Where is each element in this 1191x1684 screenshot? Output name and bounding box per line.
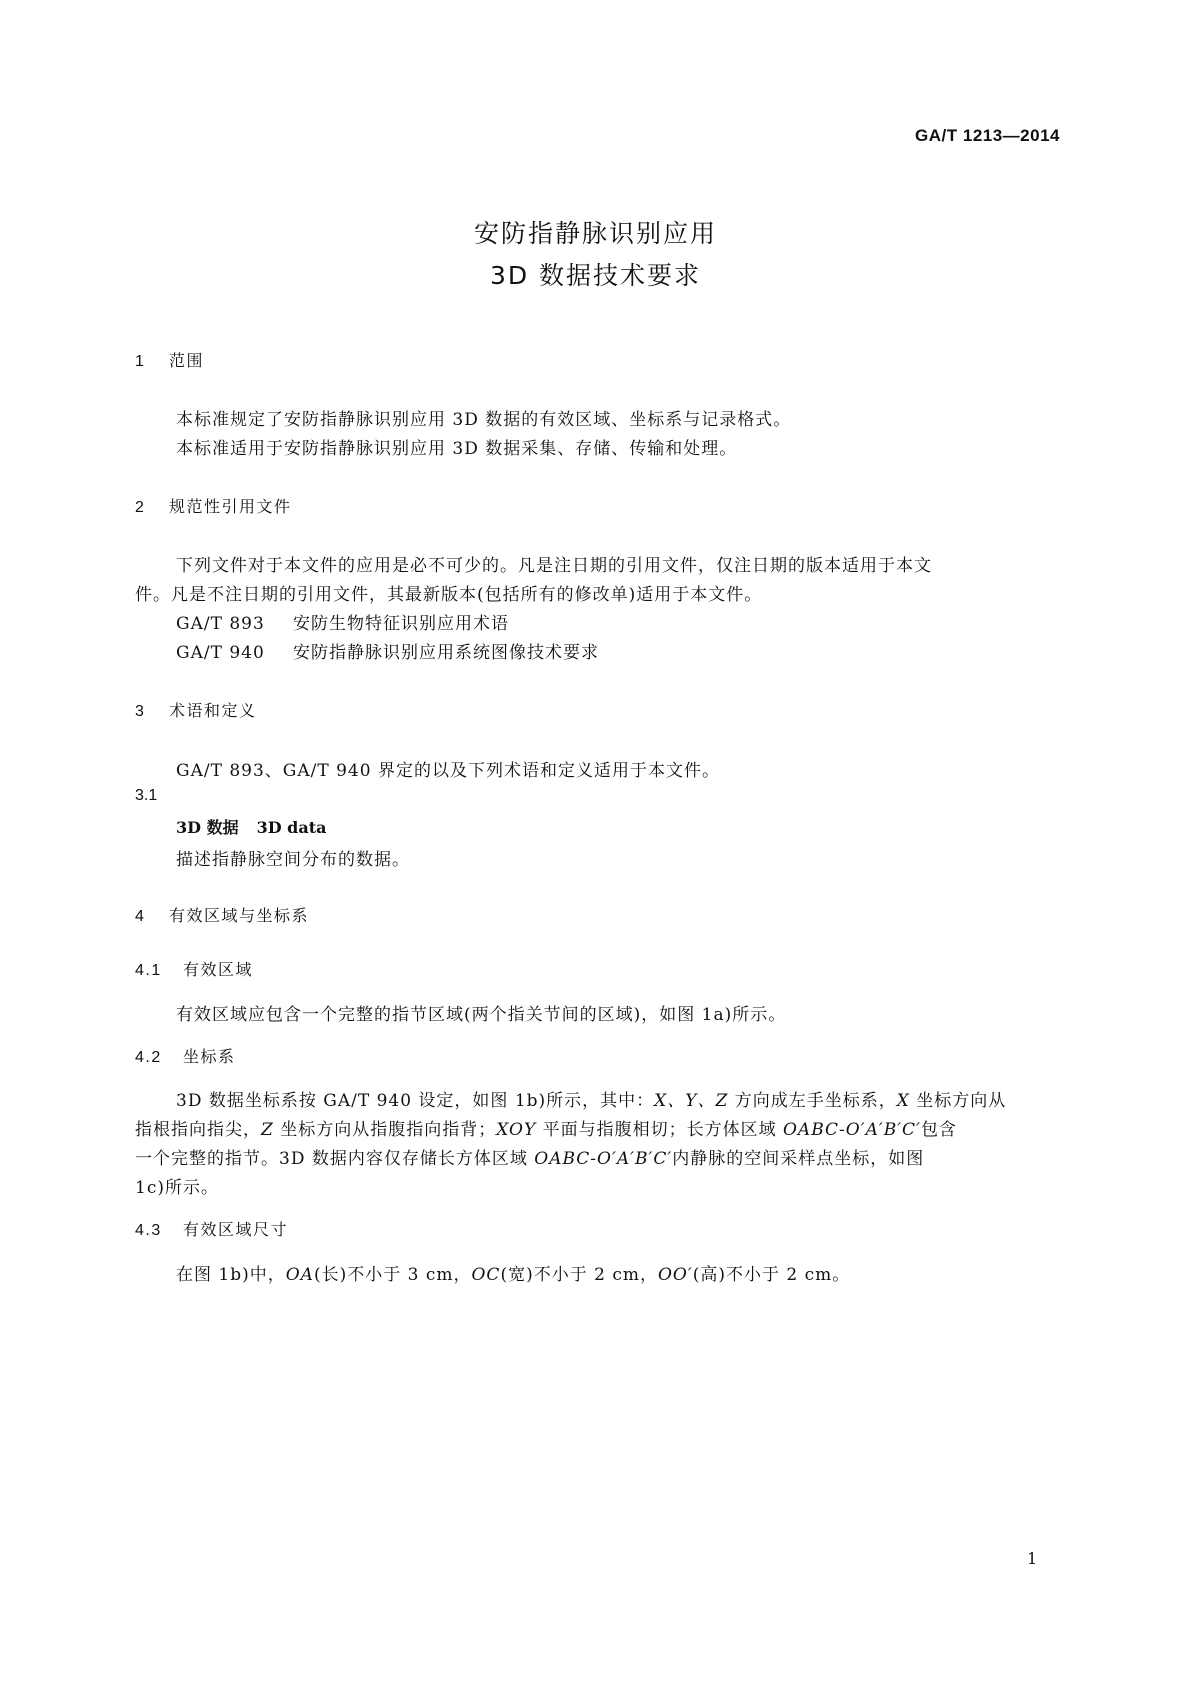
section-title: 规范性引用文件	[169, 497, 292, 516]
italic-run: XOY	[496, 1120, 537, 1140]
section-4-heading	[135, 903, 309, 926]
paragraph: 本标准适用于安防指静脉识别应用 3D 数据采集、存储、传输和处理。	[176, 439, 738, 459]
subsection-4-3-heading	[135, 1217, 288, 1240]
section-3-heading	[135, 698, 257, 721]
text-run: 坐标方向从指腹指向指背；	[273, 1120, 497, 1140]
italic-run: OABC-O′A′B′C′	[534, 1149, 673, 1169]
reference-title: 安防指静脉识别应用系统图像技术要求	[293, 643, 599, 663]
section-title: 术语和定义	[169, 701, 257, 720]
section-1-heading	[135, 348, 204, 371]
page-number: 1	[1027, 1549, 1038, 1568]
standard-code: GA/T 1213—2014	[915, 126, 1060, 145]
italic-run: OC	[471, 1265, 501, 1285]
paragraph: 下列文件对于本文件的应用是必不可少的。凡是注日期的引用文件，仅注日期的版本适用于本文	[176, 556, 932, 576]
text-run: (宽)不小于 2 cm，	[500, 1265, 658, 1285]
italic-run: Z	[261, 1120, 274, 1140]
paragraph-line	[176, 1086, 1006, 1111]
text-run: 包含	[920, 1120, 957, 1140]
section-number: 4	[135, 908, 146, 925]
section-2-heading	[135, 494, 292, 517]
italic-run: X、Y、Z	[654, 1091, 729, 1111]
section-title: 有效区域与坐标系	[169, 906, 310, 925]
term-name	[176, 815, 326, 838]
text-run: 指根指向指尖，	[135, 1120, 261, 1140]
section-number: 2	[135, 499, 146, 516]
document-title-line1: 安防指静脉识别应用	[473, 219, 717, 248]
text-run: 一个完整的指节。3D 数据内容仅存储长方体区域	[135, 1149, 535, 1169]
paragraph-continuation: 件。凡是不注日期的引用文件，其最新版本(包括所有的修改单)适用于本文件。	[135, 585, 763, 605]
term-definition: 描述指静脉空间分布的数据。	[176, 850, 410, 870]
term-chinese: 3D 数据	[176, 818, 239, 837]
subsection-title: 有效区域尺寸	[183, 1220, 289, 1239]
reference-item	[176, 638, 599, 663]
paragraph-line	[135, 1144, 924, 1169]
paragraph: 本标准规定了安防指静脉识别应用 3D 数据的有效区域、坐标系与记录格式。	[176, 410, 792, 430]
subsection-4-1-heading	[135, 957, 253, 980]
subsection-number: 4.2	[135, 1049, 162, 1066]
text-run: (长)不小于 3 cm，	[313, 1265, 472, 1285]
section-title: 范围	[169, 351, 205, 370]
italic-run: OO′	[657, 1265, 693, 1285]
subsection-number: 4.1	[135, 962, 162, 979]
paragraph-line: 1c)所示。	[135, 1178, 219, 1198]
text-run: (高)不小于 2 cm。	[692, 1265, 851, 1285]
term-english: 3D data	[256, 818, 327, 837]
reference-code: GA/T 893	[176, 614, 265, 634]
subsection-title: 坐标系	[183, 1047, 236, 1066]
subsection-4-2-heading	[135, 1044, 236, 1067]
text-run: 平面与指腹相切；长方体区域	[536, 1120, 783, 1140]
term-number: 3.1	[135, 787, 158, 804]
reference-item	[176, 609, 509, 634]
paragraph: GA/T 893、GA/T 940 界定的以及下列术语和定义适用于本文件。	[176, 761, 720, 781]
reference-code: GA/T 940	[176, 643, 265, 663]
subsection-title: 有效区域	[183, 960, 254, 979]
italic-run: OA	[285, 1265, 314, 1285]
italic-run: OABC-O′A′B′C′	[783, 1120, 921, 1140]
section-number: 3	[135, 703, 146, 720]
text-run: 内静脉的空间采样点坐标，如图	[672, 1149, 925, 1169]
paragraph: 有效区域应包含一个完整的指节区域(两个指关节间的区域)，如图 1a)所示。	[176, 1005, 787, 1025]
text-run: 坐标方向从	[909, 1091, 1007, 1111]
text-run: 在图 1b)中，	[176, 1265, 286, 1285]
paragraph-line	[176, 1260, 850, 1285]
subsection-number: 4.3	[135, 1222, 162, 1239]
document-title-line2: 3D 数据技术要求	[489, 261, 702, 290]
reference-title: 安防生物特征识别应用术语	[293, 614, 509, 634]
section-number: 1	[135, 353, 146, 370]
paragraph-line	[135, 1115, 957, 1140]
italic-run: X	[896, 1091, 910, 1111]
text-run: 方向成左手坐标系，	[728, 1091, 897, 1111]
text-run: 3D 数据坐标系按 GA/T 940 设定，如图 1b)所示，其中：	[176, 1091, 655, 1111]
